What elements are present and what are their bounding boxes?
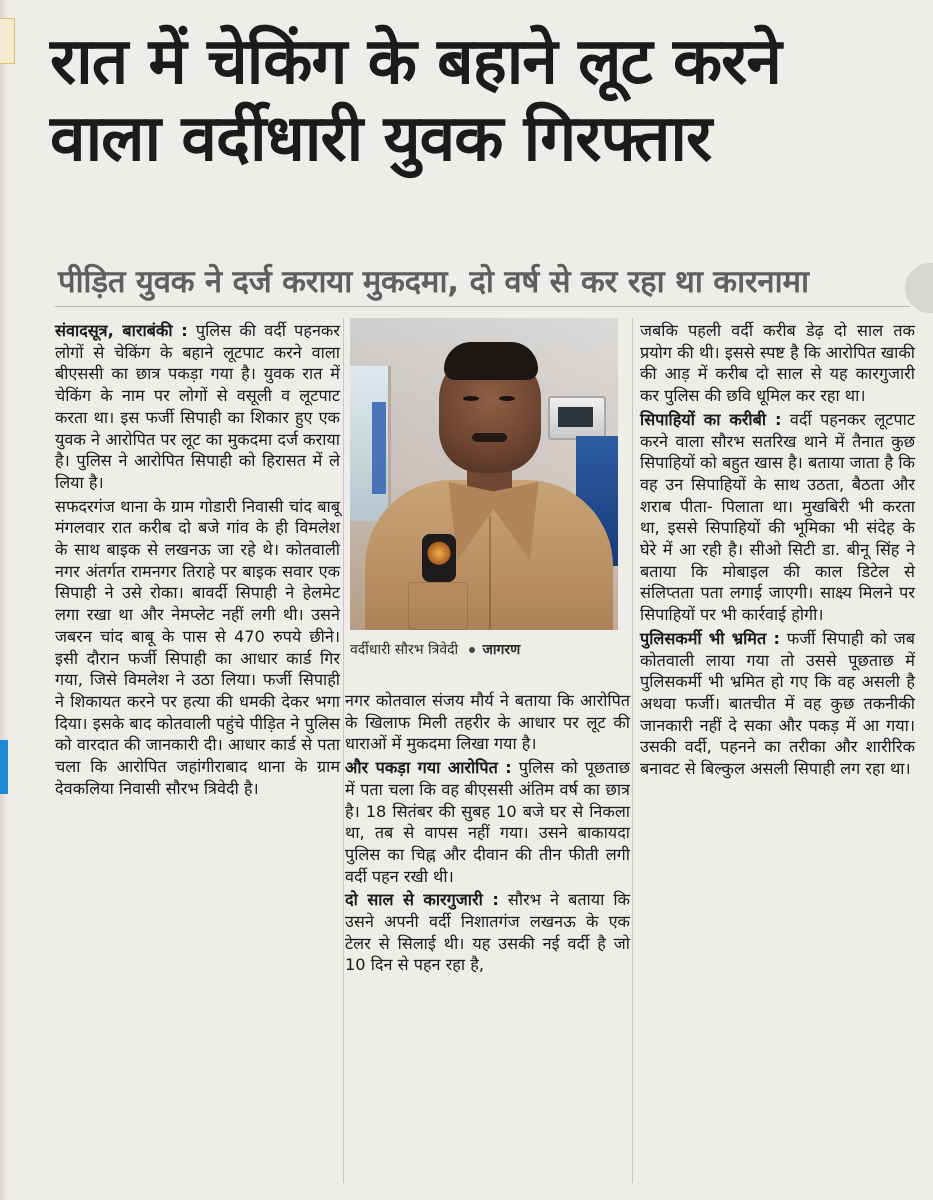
middle-paragraph-2-text: पुलिस को पूछताछ में पता चला कि वह बीएससी अंतिम वर्ष का छात्र है। 18 सितंबर की सुबह 10 बजे घर से निकला था, तब से वापस नहीं गया। उसने बाकायदा पुलिस का चिह्न और दीवान की तीन फीती लगी वर्दी पहन रखी थी। [345, 758, 630, 886]
column-divider-left [343, 318, 344, 1183]
dateline: संवादसूत्र, बाराबंकी : [55, 321, 188, 340]
middle-paragraph-1: नगर कोतवाल संजय मौर्य ने बताया कि आरोपित के खिलाफ मिली तहरीर के आधार पर लूट की धाराओं में मुकदमा लिखा गया है। [345, 691, 630, 754]
subhead-rule [55, 306, 910, 307]
middle-subheading-2: दो साल से कारगुजारी : [345, 890, 499, 910]
left-paragraph-2: सफदरगंज थाना के ग्राम गोडारी निवासी चांद बाबू मंगलवार रात करीब दो बजे गांव के ही विमलेश के साथ बाइक से लखनऊ जा रहे थे। कोतवाली नगर अंतर्गत रामनगर तिराहे पर बाइक सवार एक सिपाही ने उसे रोका। बावर्दी सिपाही ने हेलमेट लगा रखा था और नेमप्लेट नहीं लगी थी। उसने जबरन चांद बाबू के पास से 470 रुपये छीने। इसी दौरान फर्जी सिपाही का आधार कार्ड गिर गया, जिसे विमलेश ने उठा लिया। फर्जी सिपाही ने शिकायत करने पर हत्या की धमकी देकर भगा दिया। इसके बाद कोतवाली पहुंचे पीड़ित ने पुलिस को वारदात की जानकारी दी। आधार कार्ड से पता चला कि आरोपित जहांगीराबाद थाना के ग्राम देवकलिया निवासी सौरभ त्रिवेदी है। [55, 496, 340, 798]
headline [50, 24, 910, 178]
uniform-button-line [489, 516, 491, 629]
police-badge-icon [422, 534, 456, 582]
right-paragraph-2-text: वर्दी पहनकर लूटपाट करने वाला सौरभ सतरिख थाने में तैनात कुछ सिपाहियों को बहुत खास है। बताया जाता है कि वह उन सिपाहियों के साथ उठता, बैठता और शराब पीता- पिलाता था। मुखबिरी भी करता था, इससे सिपाहियों की भूमिका भी संदेह के घेरे में आ रही है। सीओ सिटी डा. बीनू सिंह ने बताया कि मोबाइल की काल डिटेल से संलिप्तता पता लगाई जाएगी। साक्ष्य मिलने पर सिपाहियों पर भी कार्रवाई होगी। [640, 409, 916, 625]
left-paragraph-1-text: पुलिस की वर्दी पहनकर लोगों से चेकिंग के बहाने लूटपाट करने वाला बीएससी का छात्र पकड़ा गया है। युवक रात में चेकिंग के नाम पर लोगों से वसूली व लूटपाट करता था। इस फर्जी सिपाही का शिकार हुए एक युवक ने आरोपित पर लूट का मुकदमा दर्ज कराया है। पुलिस ने आरोपित सिपाही को हिरासत में ले लिया है। [55, 321, 340, 492]
uniform-pocket [408, 582, 468, 630]
headline-line-2: वाला वर्दीधारी युवक गिरफ्तार [50, 101, 712, 176]
photo-source-text: जागरण [482, 642, 521, 658]
subheadline: पीड़ित युवक ने दर्ज कराया मुकदमा, दो वर्ष से कर रहा था कारनामा [58, 264, 809, 300]
left-yellow-marker [0, 18, 15, 64]
photo-blue-frame [372, 402, 386, 494]
person-mustache [472, 433, 507, 442]
person-right-eye [499, 396, 515, 401]
right-subheading-1: सिपाहियों का करीबी : [640, 409, 782, 429]
column-divider-right [632, 318, 633, 1183]
right-paragraph-1: जबकि पहली वर्दी करीब डेढ़ दो साल तक प्रयोग की थी। इससे स्पष्ट है कि आरोपित खाकी की आड़ में करीब दो साल से यह कारगुजारी कर पुलिस की छवि धूमिल कर रहा था। [640, 321, 915, 406]
photo-wall-device [548, 396, 606, 440]
photo-caption-text: वर्दीधारी सौरभ त्रिवेदी [350, 642, 459, 658]
photo-source [469, 642, 521, 658]
news-photo [350, 318, 618, 630]
article-column-middle [345, 690, 630, 976]
article-column-left [55, 320, 340, 799]
middle-paragraph-2 [345, 757, 630, 887]
middle-subheading-1: और पकड़ा गया आरोपित : [345, 758, 512, 778]
middle-paragraph-3 [345, 889, 630, 976]
right-paragraph-3 [640, 628, 915, 780]
left-blue-marker [0, 740, 8, 794]
headline-line-1: रात में चेकिंग के बहाने लूट करने [50, 25, 781, 99]
right-paragraph-3-text: फर्जी सिपाही को जब कोतवाली लाया गया तो उससे पूछताछ में पुलिसकर्मी भी भ्रमित हो गए कि वह असली है अथवा फर्जी। बातचीत में वह कुछ तकनीकी जानकारी नहीं दे सका और पकड़ में आ गया। उसकी वर्दी, पहनने का तरीका और शारीरिक बनावट से बिल्कुल असली सिपाही लग रहा था। [640, 628, 915, 779]
left-page-edge [0, 0, 9, 1200]
person-hair [444, 342, 538, 380]
source-dot-icon [469, 647, 475, 653]
right-subheading-2: पुलिसकर्मी भी भ्रमित : [640, 628, 780, 648]
photo-caption [350, 640, 618, 659]
right-paragraph-2 [640, 409, 915, 626]
left-paragraph-1 [55, 320, 340, 494]
article-column-right [640, 320, 915, 780]
middle-paragraph-3-text: सौरभ ने बताया कि उसने अपनी वर्दी निशातगंज लखनऊ के एक टेलर से सिलाई थी। यह उसकी नई वर्दी है जो 10 दिन से पहन रहा है, [345, 890, 630, 975]
person-left-eye [463, 396, 479, 401]
